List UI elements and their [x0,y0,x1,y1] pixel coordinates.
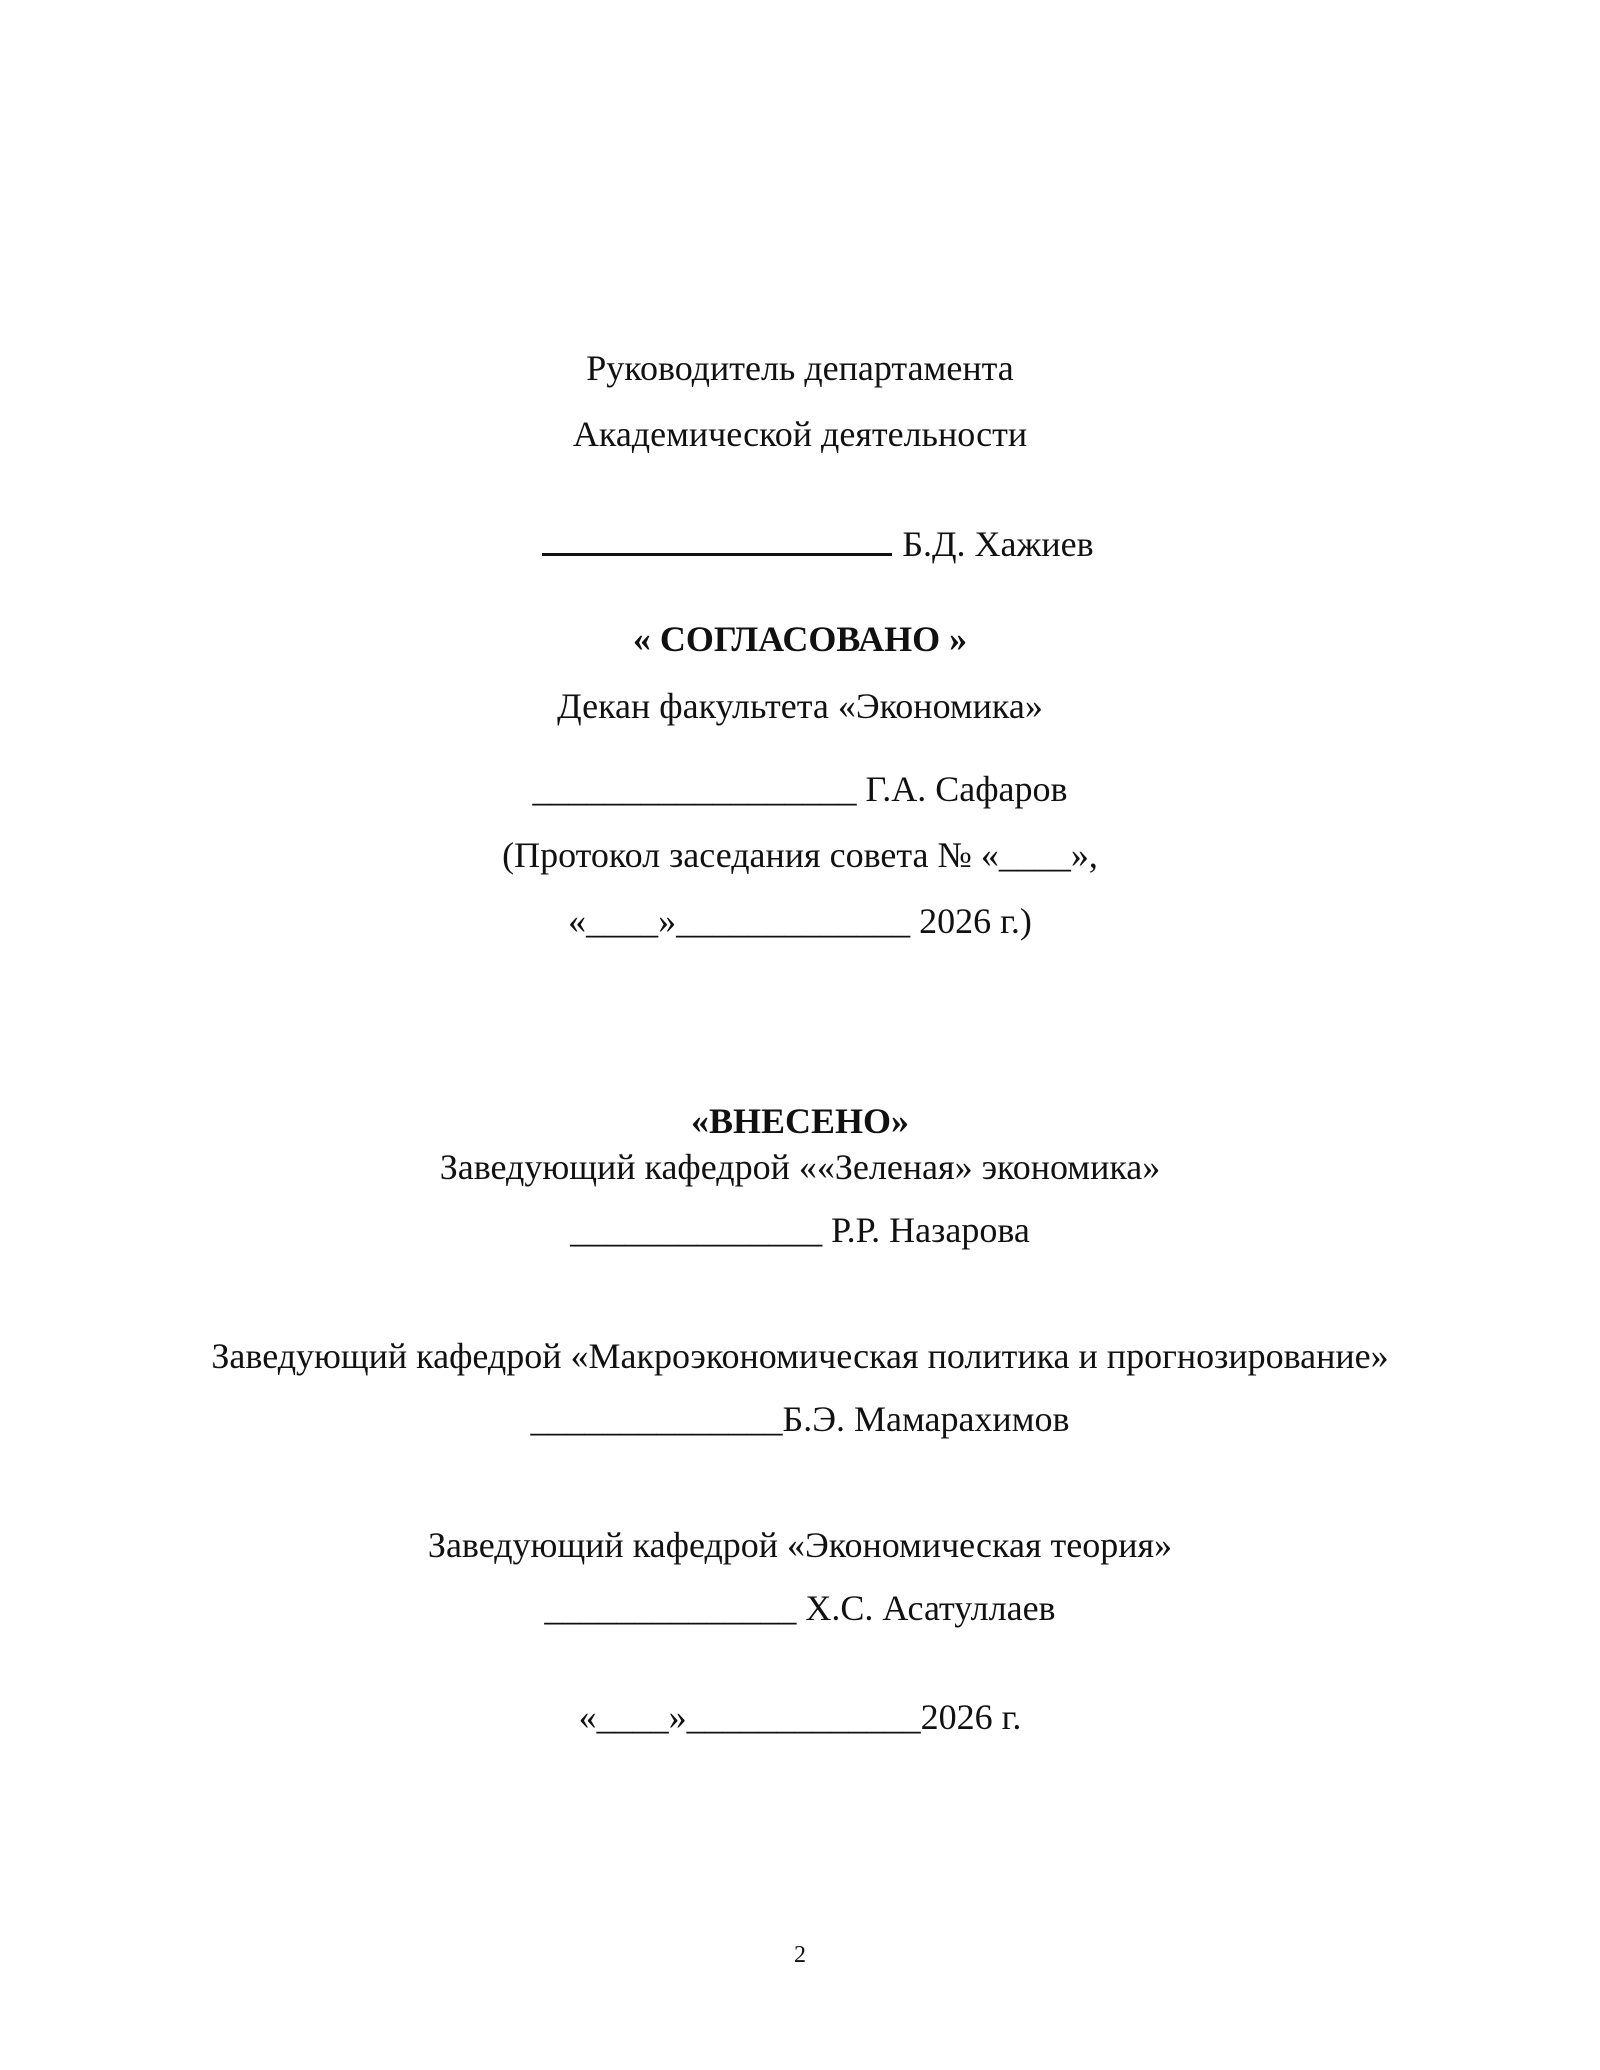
approval-title-line1: Руководитель департамента [586,348,1014,388]
dept3-position: Заведующий кафедрой «Экономическая теория» [427,1525,1173,1565]
dept3-signature: ______________ Х.С. Асатуллаев [544,1588,1056,1628]
page-number: 2 [794,1942,806,1968]
signature-underline [542,525,892,556]
approval-signature-line [0,478,1600,610]
approval-title-line2: Академической деятельности [572,414,1028,454]
agreed-position: Декан факультета «Экономика» [557,686,1043,726]
dept2-position: Заведующий кафедрой «Макроэкономическая политика и прогнозирование» [211,1336,1389,1376]
submitted-heading: «ВНЕСЕНО» [690,1101,910,1141]
approval-signer-name: Б.Д. Хажиев [902,524,1094,564]
submitted-date: «____»_____________2026 г. [578,1697,1022,1737]
agreed-signature: __________________ Г.А. Сафаров [532,769,1068,809]
dept2-signature: ______________Б.Э. Мамарахимов [530,1399,1070,1439]
dept1-signature: ______________ Р.Р. Назарова [570,1210,1030,1250]
agreed-heading: « СОГЛАСОВАНО » [632,619,968,659]
agreed-protocol: (Протокол заседания совета № «____», [502,835,1098,875]
dept1-position: Заведующий кафедрой ««Зеленая» экономика» [439,1147,1161,1187]
agreed-date: «____»_____________ 2026 г.) [568,901,1032,941]
